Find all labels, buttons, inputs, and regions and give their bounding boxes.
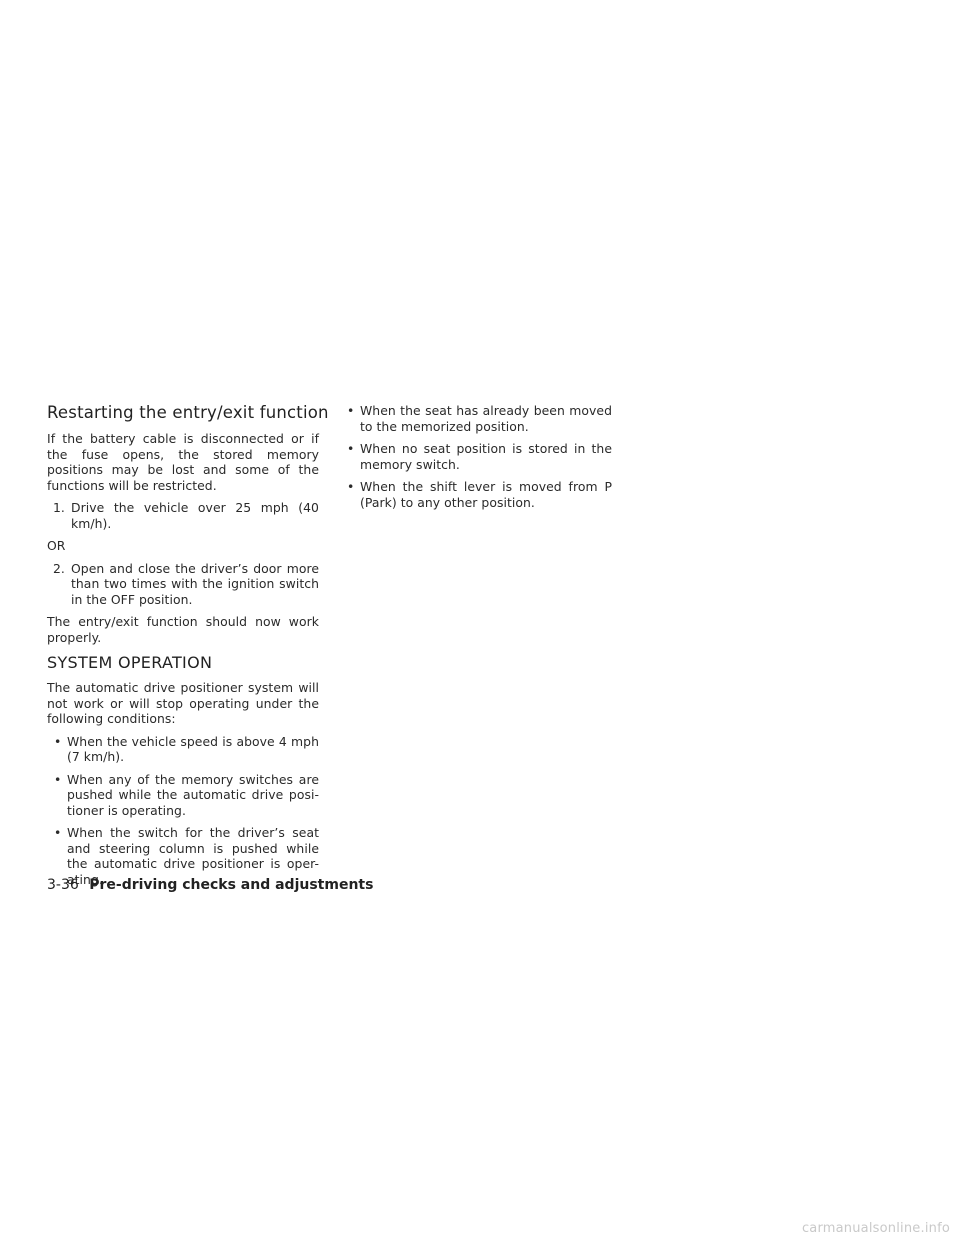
or-text: OR — [47, 538, 66, 553]
left-column — [47, 403, 329, 894]
outcome-paragraph: The entry/exit function should now work properly. — [47, 614, 319, 645]
bullet-icon: • — [347, 441, 355, 456]
chapter-title: Pre-driving checks and adjustments — [89, 877, 374, 893]
subheading-restarting-entry-exit: Restarting the entry/exit function — [47, 403, 329, 422]
list-item-text: When the vehicle speed is above 4 mph (7 km/h). — [67, 733, 319, 764]
section-intro-paragraph: The automatic drive positioner system will not work or will stop operating under the following conditions: — [47, 680, 319, 726]
step-2-number: 2. — [53, 560, 65, 576]
intro-paragraph: If the battery cable is disconnected or if the fuse opens, the stored memory positions may be lost and some of the functions will be restricted. — [47, 431, 319, 493]
list-item — [340, 479, 612, 510]
bullet-icon: • — [347, 479, 355, 494]
right-column — [340, 403, 612, 517]
bullet-icon: • — [54, 771, 62, 787]
list-item — [47, 772, 319, 819]
list-item-text: When no seat position is stored in the memory switch. — [360, 441, 612, 472]
section-heading-system-operation: SYSTEM OPERATION — [47, 653, 213, 672]
list-item — [47, 734, 319, 765]
bullet-icon: • — [347, 403, 355, 418]
list-item-text: When the switch for the driver’s seat and steering column is pushed while the automatic drive positioner is oper-ating. — [67, 825, 319, 887]
bullet-icon: • — [54, 825, 62, 840]
step-1-text: Drive the vehicle over 25 mph (40 km/h). — [71, 500, 319, 531]
step-1-number: 1. — [53, 500, 65, 515]
list-item — [340, 403, 612, 434]
list-item-text: When any of the memory switches are pushed while the automatic drive posi-tioner is operating. — [67, 771, 319, 818]
step-2-text: Open and close the driver’s door more than two times with the ignition switch in the OFF position. — [71, 560, 319, 607]
page-footer — [47, 876, 373, 894]
list-item-text: When the shift lever is moved from P (Park) to any other position. — [360, 479, 612, 510]
page-number: 3-36 — [47, 877, 79, 893]
list-item-text: When the seat has already been moved to the memorized position. — [360, 403, 612, 434]
watermark: carmanualsonline.info — [801, 1221, 950, 1236]
step-1 — [47, 500, 319, 531]
step-2 — [47, 561, 319, 608]
list-item — [340, 441, 612, 472]
bullet-icon: • — [54, 733, 62, 749]
